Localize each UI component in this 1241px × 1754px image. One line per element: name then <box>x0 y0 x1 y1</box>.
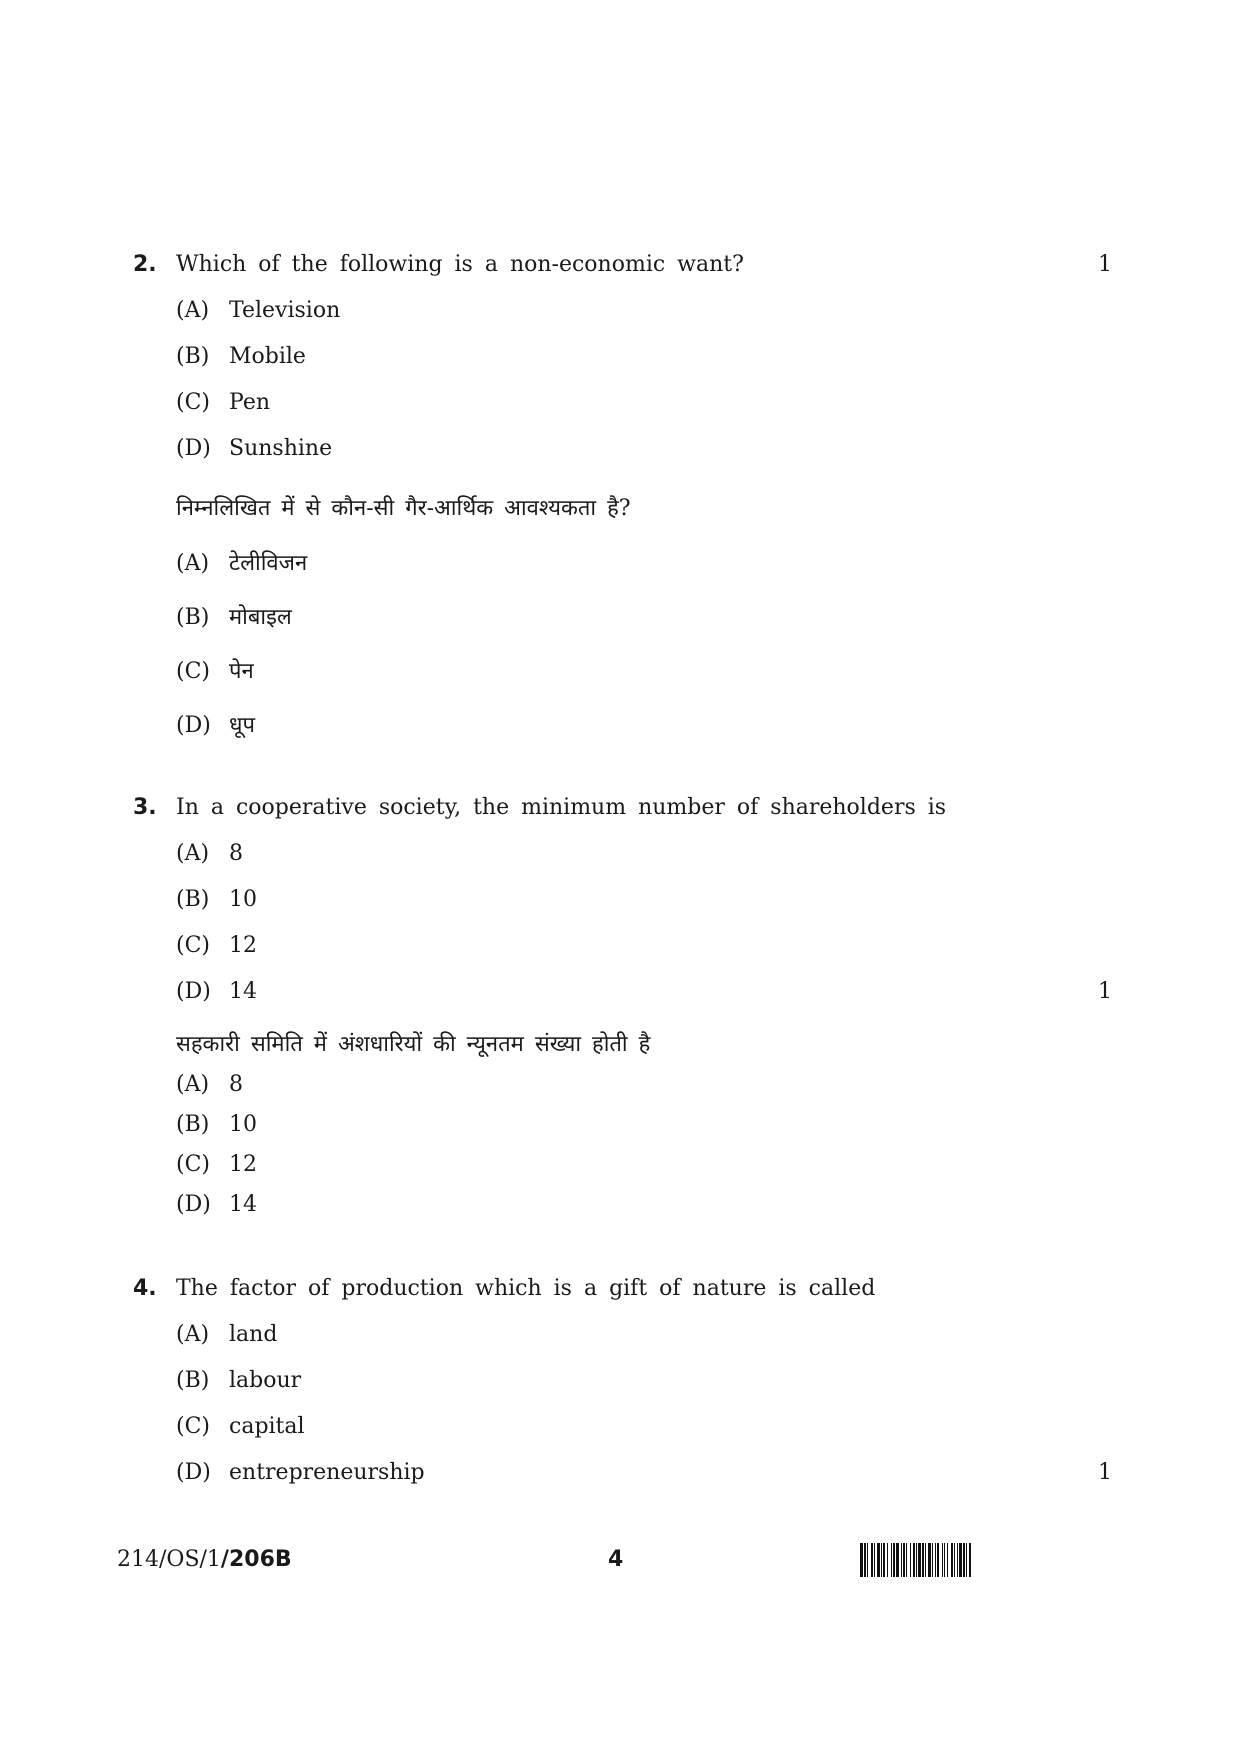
question-3-hindi-option-b <box>176 1112 257 1137</box>
option-text: 14 <box>229 1192 257 1217</box>
question-4-marks: 1 <box>1098 1460 1112 1485</box>
question-2-option-c <box>176 390 270 415</box>
question-4-text: The factor of production which is a gift of nature is called <box>176 1276 876 1301</box>
option-label: (D) <box>176 1192 211 1217</box>
option-label: (C) <box>176 933 210 958</box>
option-label: (B) <box>176 344 210 369</box>
option-label: (C) <box>176 659 210 684</box>
option-label: (B) <box>176 605 210 630</box>
question-2-option-a <box>176 298 340 323</box>
option-text: land <box>229 1322 278 1347</box>
option-text: 8 <box>229 1072 243 1097</box>
option-label: (C) <box>176 390 210 415</box>
question-3-hindi-text: सहकारी समिति में अंशधारियों की न्यूनतम संख्या होती है <box>176 1032 651 1057</box>
question-4-option-c <box>176 1414 305 1439</box>
question-4-option-d <box>176 1460 425 1485</box>
question-3-number: 3. <box>133 795 157 820</box>
option-text: Television <box>229 298 341 323</box>
option-text: labour <box>229 1368 302 1393</box>
option-label: (B) <box>176 1368 210 1393</box>
option-text: Mobile <box>229 344 306 369</box>
question-3-marks: 1 <box>1098 979 1112 1004</box>
question-3-hindi-option-c <box>176 1152 257 1177</box>
option-text: 12 <box>229 933 257 958</box>
question-4-option-a <box>176 1322 277 1347</box>
option-text: capital <box>229 1414 305 1439</box>
option-text: 12 <box>229 1152 257 1177</box>
question-3-option-a <box>176 841 243 866</box>
question-3-text: In a cooperative society, the minimum number of shareholders is <box>176 795 947 820</box>
option-text: टेलीविजन <box>229 551 308 576</box>
question-2-hindi-text: निम्नलिखित में से कौन-सी गैर-आर्थिक आवश्यकता है? <box>176 496 631 521</box>
option-text: पेन <box>229 659 254 684</box>
option-text: entrepreneurship <box>229 1460 425 1485</box>
paper-code <box>117 1547 292 1572</box>
question-2-hindi-option-c <box>176 655 254 685</box>
option-label: (B) <box>176 1112 210 1137</box>
option-label: (A) <box>176 841 210 866</box>
barcode <box>860 1543 1122 1577</box>
question-2-option-b <box>176 344 306 369</box>
question-4-option-b <box>176 1368 301 1393</box>
question-2-text: Which of the following is a non-economic want? <box>176 252 744 277</box>
option-label: (C) <box>176 1414 210 1439</box>
question-2-hindi-option-b <box>176 601 292 631</box>
option-text: Sunshine <box>229 436 333 461</box>
question-3-hindi-option-d <box>176 1192 257 1217</box>
option-text: 14 <box>229 979 257 1004</box>
option-label: (A) <box>176 1072 210 1097</box>
question-2-number: 2. <box>133 252 157 277</box>
option-label: (C) <box>176 1152 210 1177</box>
option-label: (A) <box>176 551 210 576</box>
option-text: मोबाइल <box>229 605 292 630</box>
option-label: (D) <box>176 713 211 738</box>
question-2-hindi-option-a <box>176 547 307 577</box>
question-3-option-c <box>176 933 257 958</box>
paper-code-bold: /206B <box>220 1547 292 1572</box>
option-text: 10 <box>229 1112 257 1137</box>
question-3-hindi-option-a <box>176 1072 243 1097</box>
option-text: Pen <box>229 390 271 415</box>
question-2-marks: 1 <box>1098 252 1112 277</box>
option-label: (D) <box>176 1460 211 1485</box>
question-2-hindi-option-d <box>176 709 255 739</box>
option-label: (A) <box>176 298 210 323</box>
question-3-option-b <box>176 887 257 912</box>
option-label: (D) <box>176 436 211 461</box>
paper-code-prefix: 214/OS/1 <box>117 1547 221 1572</box>
option-text: धूप <box>229 713 256 738</box>
option-text: 8 <box>229 841 243 866</box>
option-label: (A) <box>176 1322 210 1347</box>
option-label: (B) <box>176 887 210 912</box>
question-3-option-d <box>176 979 257 1004</box>
question-2-option-d <box>176 436 332 461</box>
page-number: 4 <box>608 1547 624 1572</box>
question-4-number: 4. <box>133 1276 157 1301</box>
option-label: (D) <box>176 979 211 1004</box>
option-text: 10 <box>229 887 257 912</box>
